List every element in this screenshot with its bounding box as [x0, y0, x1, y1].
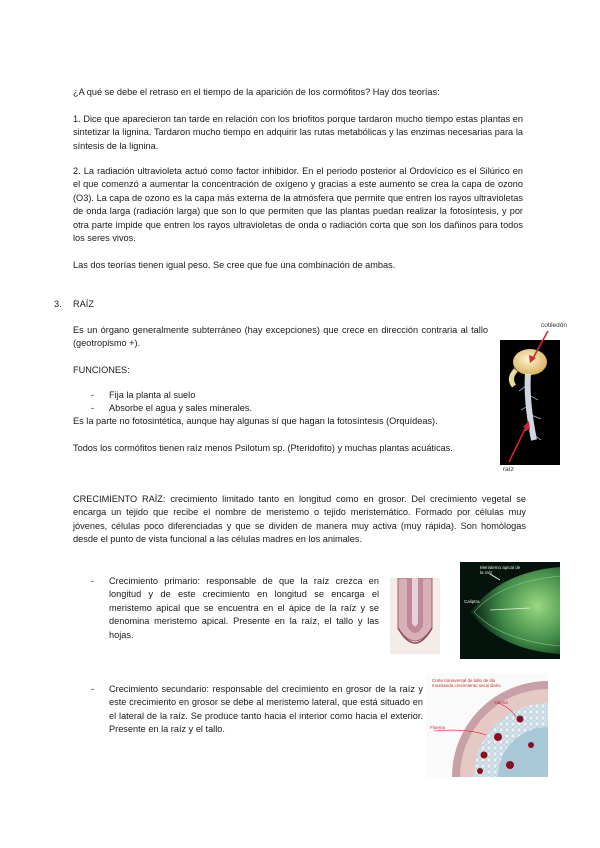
bullet-dash-1: -: [91, 390, 95, 400]
conclusion-text: Las dos teorías tienen igual peso. Se cree que fue una combinación de ambas.: [73, 260, 396, 270]
function-item-2: Absorbe el agua y sales minerales.: [109, 403, 252, 413]
cross-section-caption: Corte transversal de tallo de tilo mostrando crecimiento secundario: [432, 678, 501, 688]
apical-label: Meristemo apical de la raíz: [480, 565, 521, 575]
root-label: raíz: [503, 466, 514, 473]
secondary-growth-text: Crecimiento secundario: responsable del crecimiento en grosor de la raíz y este crecimiento en grosor se debe al meristemo lateral, que está situado en el lateral de la raíz. Se produce tanto hacia el interior como hacia el exterior. Presente en la raíz y el tallo.: [109, 684, 423, 735]
non-photosynthetic-text: Es la parte no fotosintética, aunque hay algunas sí que hagan la fotosíntesis (Orquídeas).: [73, 416, 438, 426]
phloem-label: Floema: [430, 725, 446, 730]
apical-meristem-photo: [460, 562, 560, 659]
growth-text: CRECIMIENTO RAÍZ: crecimiento limitado tanto en longitud como en grosor. Del crecimiento vegetal se encarga un tejido que recibe el nombre de meristemo o tejido meristemático. Formado por células muy jóvenes, células poco diferenciadas y que se dividen de manera muy activa (muy rápida). Son homólogas desde el punto de vista funcional a las células madres en los animales.: [73, 494, 526, 545]
section-number: 3.: [54, 299, 62, 309]
xylem-label: Xilema: [494, 700, 508, 705]
root-definition: Es un órgano generalmente subterráneo (hay excepciones) que crece en dirección contraria al tallo (geotropismo +).: [73, 325, 488, 349]
bullet-dash-2: -: [91, 403, 95, 413]
bullet-dash-4: -: [91, 684, 95, 694]
bullet-dash-3: -: [91, 576, 95, 586]
theory-2: 2. La radiación ultravioleta actuó como factor inhibidor. En el periodo posterior al Ordovícico es el Silúrico en el que comenzó a aumentar la concentración de oxígeno y gracias a este aumento se crea la capa de ozono (O3). La capa de ozono es la capa más externa de la atmósfera que permite que entren los rayos ultravioletas de onda larga (radiación larga) que son lo que permiten que las plantas puedan realizar la fotosíntesis, y por otra parte impide que entren los rayos ultravioletas de onda o radiación corta que son los dañinos para todos los seres vivos.: [73, 166, 523, 244]
section-title: RAÍZ: [73, 299, 94, 309]
stem-cross-section-photo: [426, 673, 548, 777]
cormophytes-text: Todos los cormófitos tienen raíz menos Psilotum sp. (Pteridofito) y muchas plantas acuáticas.: [73, 443, 453, 453]
theory-1: 1. Dice que aparecieron tan tarde en relación con los briofitos porque tardaron mucho tiempo estas plantas en sintetizar la lignina. Tardaron mucho tiempo en adquirir las rutas metabólicas y las enzimas necesarias para la síntesis de la lignina.: [73, 114, 523, 151]
primary-growth-text: Crecimiento primario: responsable de que la raíz crezca en longitud y de este crecimiento en longitud se encarga el meristemo apical que se encuentra en el ápice de la raíz y se denomina meristemo apical. Presente en la raíz, el tallo y las hojas.: [109, 576, 379, 640]
cotyledon-label: cotiledón: [541, 322, 568, 329]
functions-heading: FUNCIONES:: [73, 365, 130, 375]
caliptra-label: Caliptra: [464, 599, 480, 604]
function-item-1: Fija la planta al suelo: [109, 390, 196, 400]
root-tip-photo: [390, 578, 440, 654]
question-text: ¿A qué se debe el retraso en el tiempo de la aparición de los cormófitos? Hay dos teorías:: [73, 87, 440, 97]
